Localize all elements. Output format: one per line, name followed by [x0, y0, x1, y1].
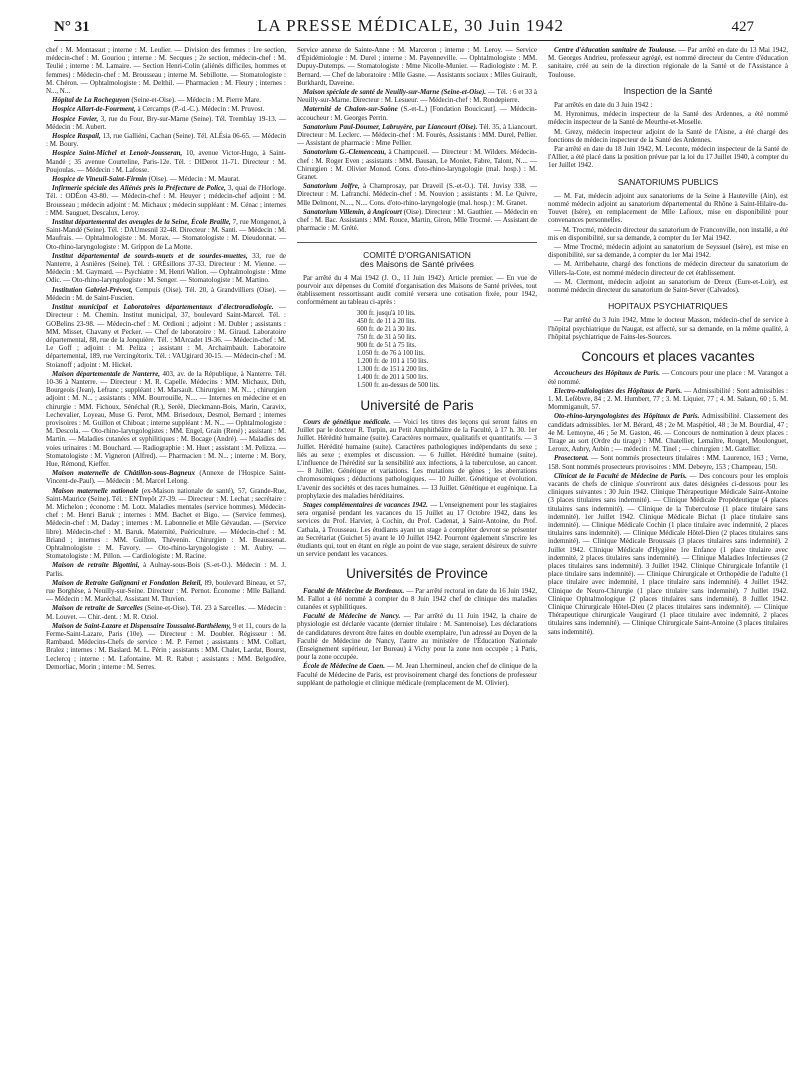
- paragraph: [297, 418, 537, 500]
- entry-heading: Institution Gabriel-Prévost,: [52, 285, 133, 294]
- paragraph-heading: Electro-radiologistes des Hôpitaux de Paris.: [554, 386, 683, 395]
- fee-row: 450 fr. de 11 à 20 lits.: [357, 317, 417, 325]
- entry-heading: Institut départemental des aveugles de la Seine, École Braille,: [52, 218, 231, 227]
- univ-province-heading: Universités de Province: [346, 566, 488, 582]
- paragraph: M. Grezy, médecin inspecteur adjoint de la Santé de l'Aisne, a été chargé des fonctions de médecin inspecteur de la Santé des Ardennes.: [548, 127, 788, 144]
- entry: [46, 303, 286, 369]
- entry-text: (Seine-et-Oise). Tél. 23 à Sarcelles. — Médecin : M. Louvet. — Chir.-dent. : M. R. Oziol.: [46, 604, 286, 621]
- comite-heading: [297, 251, 537, 267]
- entry-text: Cempuis (Oise). Tél. 20, à Grandvilliers (Oise). — Médecin : M. de Saint-Fuscien.: [46, 285, 286, 302]
- entry-heading: Infirmerie spéciale des Aliénés près la Préfecture de Police,: [52, 184, 226, 193]
- paragraph-text: — Sont nommés prosecteurs titulaires : MM. Laurence, 163 ; Verne, 158. Sont nommés prosecteurs provisoires : MM. Debeyre, 153 ; Champeau, 150.: [548, 454, 788, 471]
- entry-text: — Directeur : M. Chemin. Institut municipal, 37, boulevard Saint-Marcel. Tél. : GOBelins 23-98. — Médecin-chef : M. Ordioni ; adjoint : M. Dubler ; assistants : MM. Misset, Chavany et Pecker. — Chef de laboratoire : M. Giraud. Laboratoire départemental, 88, rue de la Jonquière. Tél. : MArcadet 19-36. — Médecin-chef : M. Le Goff ; adjoint : M. Peliza ; assistant : M. Archaimbault. Laboratoire départemental, 189, rue Vercingétorix. Tél. : VAUgirard 30-15. — Médecin-chef : M. Stoianoff ; adjoint : M. Hickel.: [46, 303, 286, 369]
- entry-heading: Hospice Allart-de-Fourment,: [52, 105, 136, 114]
- paragraph: — M. Clermont, médecin adjoint au sanatorium de Dreux (Eure-et-Loir), est nommé médecin directeur du sanatorium de Saint-Sever (Calvados).: [548, 277, 788, 295]
- entry-heading: Institut municipal et Laboratoires départementaux d'électroradiologie.: [52, 303, 274, 312]
- inspection-heading: Inspection de la Santé: [623, 85, 713, 96]
- entry-heading: Sanatorium Jolfre,: [303, 182, 360, 191]
- page-number: 427: [731, 19, 754, 35]
- comite-heading-line1: COMITÉ D'ORGANISATION: [363, 250, 471, 261]
- entry-heading: Maison maternelle de Châtillon-sous-Bagneux: [52, 469, 195, 478]
- hopitaux-heading: HOPITAUX PSYCHIATRIQUES: [608, 301, 728, 312]
- sanatoriums-heading: SANATORIUMS PUBLICS: [617, 176, 719, 187]
- entry-text: 13, rue Galliéni, Cachan (Seine). Tél. ALÉsia 06-65. — Médecin : M. Boury.: [46, 132, 286, 149]
- entry-text: (Annexe de l'Hospice Saint-Vincent-de-Paul). — Médecin : M. Marcel Lelong.: [46, 469, 286, 486]
- univ-paris-heading: Université de Paris: [360, 397, 474, 413]
- entry: [46, 184, 286, 217]
- paragraph-heading: Oto-rhino-laryngologistes des Hôpitaux de Paris.: [554, 412, 700, 421]
- paragraph-heading: Faculté de Médecine de Bordeaux.: [303, 586, 405, 595]
- entry-text: (S.-et-L.) [Fondation Boucicaut]. — Médecin-accoucheur : M. Georges Perrin.: [297, 105, 538, 122]
- entry-heading: Sanatorium G.-Clemenceau,: [303, 148, 387, 157]
- entry-text: 10, avenue Victor-Hugo, à Saint-Mandé ; 35 avenue Courteline, Paris-12e. Tél. : DIDerot 11-71. Directeur : M. Poujoulas. — Médecin : M. Lafosse.: [46, 149, 287, 174]
- issue-number: N° 31: [54, 19, 90, 35]
- entry-heading: Hôpital de La Rocheguyon: [52, 96, 130, 105]
- entry-text: (ex-Maison nationale de santé), 57, Grande-Rue, Saint-Maurice (Seine). Tél. : ENTrepôt 27-39. — Directeur : M. Lechat ; secrétaire : M. Michelon ; économe : M. Lotz. Maladies mentales (service hommes). Médecin-chef : M. Henri Baruk ; internes : MM. Bachet et Bigo. — (Service femmes). Médecin-chef : M. Daday ; internes : M. Labonnelie et Mlle Gévaudan. — (Service libre). Médecin-chef : M. Baruk. Maternité, Puériculture. — Médecin-chef : M. Briand ; internes : MM. Guillon, Thévenin. Chirurgien : M. Beaussenat. Ophtalmologiste : M. Favory. — Oto-rhino-laryngologiste : M. Aubry. — Stomatologiste : M. Pillon. — Cardiologiste : M. Racine.: [46, 486, 286, 561]
- column-left: [46, 46, 286, 672]
- entry: [46, 132, 286, 148]
- fee-row: 900 fr. de 51 à 75 lits.: [357, 341, 417, 349]
- inspection-section: [548, 101, 788, 170]
- concours-section: [548, 369, 788, 636]
- entry-heading: Sanatorium Villemin, à Angicourt: [303, 207, 402, 216]
- entry-text: 89, boulevard Bineau, et 57, rue Borghèse, à Neuilly-sur-Seine. Directeur : M. Pernot. Économe : Mlle Balland. — Médecin : M. Maréchal, Assistant M. Thuvien.: [46, 578, 286, 604]
- paragraph: — M. Fat, médecin adjoint aux sanatoriums de la Seine à Hauteville (Ain), est nommé médecin adjoint au sanatorium départemental du Rhône à Saint-Hilaire-du-Touvet (Isère), en remplacement de Mlle Lafioux, mise en disponibilité pour convenances personnelles.: [548, 191, 788, 225]
- paragraph-text: — L'enseignement pour les stagiaires sera organisé pendant les vacances du 15 Juillet au 17 Octobre 1942, dans les services du Prof. Harvier, à Cochin, du Prof. Cadenat, à Saint-Antoine, du Prof. Cathala, à Trousseau. Les étudiants ayant un stage à compléter devront se présenter au Secrétariat (Guichet 5) avant le 10 Juillet 1942. Pourront également s'inscrire les étudiants qui, tout en étant en règle au point de vue stage, seraient désireux de suivre un service pendant les vacances.: [297, 500, 537, 559]
- entry: [46, 487, 286, 561]
- comite-heading-line2: des Maisons de Santé privées: [360, 258, 474, 269]
- entry: [46, 252, 286, 285]
- entry-heading: Sanatorium Paul-Doumer, Labruyère, par Liancourt (Oise).: [303, 122, 478, 131]
- paragraph: [548, 472, 788, 636]
- paragraph-text: Admissibilité. Classement des candidats admissibles. 1er M. Bérard, 48 ; 2e M. Maspétiol, 48 ; 3e M. Bourdial, 47 ; 4e M. Lemoyne, 46 ; 5e M. Gaston, 46. — Concours de nomination à deux places : Tirage au sort (Ordre du tirage) : MM. Chatellier, Lemaître, Rouget, Moulonguet, Leroux, Aubry, Aubin ; — médecin : M. Tinel ; — chirurgien : M. Gatellier.: [548, 412, 788, 454]
- entry: [46, 469, 286, 485]
- entry-text: — Tél. : 6 et 33 à Neuilly-sur-Marne. Directeur : M. Lesueur. — Médecin-chef : M. Rondepierre.: [297, 88, 537, 105]
- univ-province-section: [297, 587, 537, 687]
- entry: [297, 123, 537, 148]
- entry: [46, 96, 286, 104]
- entry-text: 7, rue Mongenot, à Saint-Mandé (Seine). Tél. : DAUmesnil 32-48. Directeur : M. Santi. — Médecin : M. Maufrais. — Ophtalmologiste : M. Morax. — Stomatologiste : M. Dieudonnat. — Oto-rhino-laryngologiste : M. Grippon de La Motte.: [46, 218, 286, 251]
- entry-text: (Oise). — Médecin : M. Maurat.: [146, 175, 241, 184]
- column-right: [548, 46, 788, 637]
- fee-row: 300 fr. jusqu'à 10 lits.: [357, 309, 416, 317]
- entry-heading: Hospice Saint-Michel et Lenoir-Jousseran,: [52, 149, 183, 158]
- entry: [297, 105, 537, 121]
- univ-paris-section: [297, 418, 537, 558]
- page-header: [54, 16, 754, 41]
- paragraph: [297, 612, 537, 661]
- entry-text: 9 et 11, cours de la Ferme-Saint-Lazare, Paris (10e). — Directeur : M. Doubler. Régisseur : M. Rambaud. Médecins-Chefs de service : M. P. Fernet ; assistants : MM. Collart, Bralez ; internes : M. Baslard. M. L. Périn ; assistants : MM. Chalet, Lardat, Bourst, Leclercq ; interne : M. Lafontaine. M. R. Rabut ; assistants : MM. Belgodère, Demorliac, Morin ; interne : M. Serres.: [46, 621, 286, 671]
- paragraph: [297, 662, 537, 687]
- journal-title: LA PRESSE MÉDICALE, 30 Juin 1942: [257, 16, 564, 35]
- paragraph-heading: Accoucheurs des Hôpitaux de Paris.: [554, 369, 660, 378]
- entry-heading: Maison de retraite de Sarcelles: [52, 604, 143, 613]
- entry-text: Service annexe de Sainte-Anne : M. Marceron ; interne : M. Leroy. — Service d'Épidémiologie : M. Durel ; interne : M. Payenneville. — Ophtalmologiste : MM. Dupuy-Dutemps. — Stomatologiste : Mme Nicolle-Munier. — Radiologiste : M. P. Bernard. — Chef de laboratoire : Mlle Gasne. — Assistants sociaux : Mlles Guirault, Burkhardt, Daveine.: [297, 46, 537, 87]
- fee-row: 1.500 fr. au-dessus de 500 lits.: [357, 381, 440, 389]
- entry: [297, 182, 537, 207]
- paragraph: [548, 454, 788, 470]
- entry-heading: Maison de retraite Bigottini,: [52, 561, 140, 570]
- paragraph-text: — M. Jean Lhermineul, ancien chef de clinique de la Faculté de Médecine de Paris, est provisoirement chargé des fonctions de professeur suppléant de pathologie et clinique médicale (remplacement de M. Olivier).: [297, 662, 537, 687]
- entry: [46, 218, 286, 251]
- toulouse-heading: Centre d'éducation sanitaire de Toulouse.: [554, 46, 677, 54]
- entry-heading: Maison maternelle nationale: [52, 486, 139, 495]
- paragraph-heading: Cours de génétique médicale.: [303, 417, 391, 426]
- entry-heading: Maison de Saint-Lazare et Dispensaire Toussaint-Barthélemy,: [52, 621, 232, 630]
- entry-heading: Maison départementale de Nanterre,: [52, 369, 160, 378]
- paragraph: Par arrêtés en date du 3 Juin 1942 :: [554, 101, 653, 110]
- paragraph: M. Hyronimus, médecin inspecteur de la Santé des Ardennes, a été nommé médecin inspecteur de la Santé de Meurthe-et-Moselle.: [548, 110, 788, 127]
- toulouse-text: — Par arrêté en date du 13 Mai 1942, M. Georges Andrieu, professeur agrégé, est nommé directeur du Centre d'éducation sanitaire, créé au sein de la direction régionale de la Santé et de l'Assistance à Toulouse.: [548, 46, 788, 79]
- paragraph: [548, 369, 788, 385]
- paragraph-heading: École de Médecine de Caen.: [303, 662, 386, 671]
- entry-heading: Maternité de Chalon-sur-Saône: [303, 105, 398, 114]
- paragraph-text: — Admissibilité : Sont admissibles : 1. M. Lefèbvre, 84 ; 2. M. Humbert, 77 ; 3. M. Liquier, 77 ; 4. M. Salaun, 60 ; 5. M. Mommiganult, 57.: [548, 386, 788, 412]
- paragraph-text: — Par arrêté du 11 Juin 1942, la chaire de physiologie est déclarée vacante (dernier titulaire : M. Santenoise). Les déclarations de candidatures devront être faites en double exemplaire, l'un adressé au Doyen de la Faculté de Médecine de Nancy, l'autre au ministère de l'Éducation Nationale (Enseignement supérieur, 1er Bureau) à Vichy pour la zone non occupée ; à Paris, pour la zone occupée.: [297, 612, 537, 662]
- entry: [46, 115, 286, 131]
- entry: [297, 46, 537, 87]
- entry: [46, 175, 286, 183]
- paragraph-heading: Prosectorat.: [554, 454, 589, 463]
- entry: [46, 370, 286, 468]
- entry-text: à Champrosay, par Draveil (S.-et-O.). Tél. Juvisy 338. — Directeur : M. Lafranchi. Médecin-chef : M. Nouvion ; assistants : M. Le Quivre, Mlle Delmont, N...., N.... Cons. d'oto-rhino-laryngologie (mal. hosp.) : M. Granet.: [297, 182, 537, 207]
- fee-table: [357, 310, 537, 390]
- entry: [46, 105, 286, 113]
- paragraph: [297, 501, 537, 558]
- toulouse-notice: [548, 46, 788, 79]
- paragraph-heading: Stages complémentaires de vacances 1942.: [303, 500, 428, 509]
- entry-heading: Hospice de Vineuil-Saint-Firmin: [52, 175, 147, 184]
- entry: [297, 208, 537, 233]
- entry: [46, 286, 286, 302]
- entry: [46, 149, 286, 174]
- entry-heading: Maison spéciale de santé de Neuilly-sur-Marne (Seine-et-Oise).: [303, 88, 487, 97]
- paragraph: — Mme Trocmé, médecin adjoint au sanatorium de Seyssuel (Isère), est mise en disponibilité, sur sa demande, à compter du 1er Mai 1942.: [548, 243, 788, 260]
- entry-text: à Aulnay-sous-Bois (S.-et-O.). Médecin : M. J. Parlis.: [46, 561, 286, 578]
- entry-text: (Seine-et-Oise). — Médecin : M. Pierre Mare.: [129, 96, 261, 105]
- paragraph: [548, 387, 788, 412]
- fee-row: 1.050 fr. de 76 à 100 lits.: [357, 349, 425, 357]
- entry: [46, 46, 286, 95]
- paragraph-text: — Des concours pour les emplois vacants de chefs de clinique s'ouvriront aux dates désignées ci-dessous pour les cliniques suivantes : 30 Juin 1942. Clinique Thérapeutique Médicale Saint-Antoine (3 places titulaires sans indemnité). — Clinique Médicale Propédeutique (4 places titulaires sans indemnité). — Clinique de la Tuberculose (1 place titulaire sans indemnité). 1er Juillet 1942. Clinique Médicale Bichat (1 place titulaire sans indemnité). — Clinique Médicale Cochin (1 place titulaire avec indemnité, 2 places titulaires sans indemnité). — Clinique Médicale Hôtel-Dieu (2 places titulaires sans indemnité). — Clinique Médicale Broussais (3 places titulaires sans indemnité). 2 Juillet 1942. Clinique Médicale d'Hygiène 1re Enfance (1 place titulaire avec indemnité, 2 places titulaires sans indemnité). — Clinique Maladies Infectieuses (2 places titulaires sans indemnité). 3 Juillet 1942. Clinique Chirurgicale Infantile (1 place titulaire sans indemnité). — Clinique Chirurgicale et Orthopédie de l'adulte (1 place titulaire avec indemnité, 1 place titulaire sans indemnité). 4 Juillet 1942. Clinique de Neuro-Chirurgie (1 place titulaire sans indemnité). 7 Juillet 1942. Clinique Ophtalmologique (2 places titulaires sans indemnité). 8 Juillet 1942. Clinique Chirurgicale Hôtel-Dieu (2 places titulaires sans indemnité). — Clinique Thérapeutique chirurgicale Vaugirard (1 place titulaire avec indemnité, 2 places titulaires sans indemnité). — Clinique Chirurgicale Saint-Antoine (3 places titulaires sans indemnité).: [548, 471, 788, 636]
- section-rule: [297, 242, 537, 243]
- column-middle: [297, 46, 537, 688]
- entry-text: Tél. 35, à Liancourt. Directeur : M. Leclerc. — Médecin-chef : M. Fourès, Assistants : MM. Durel, Pellier. — Assistant de pharmacie : Mme Pellier.: [297, 122, 537, 148]
- fee-row: 600 fr. de 21 à 30 lits.: [357, 325, 417, 333]
- paragraph: — M. Arribehaute, chargé des fonctions de médecin directeur du sanatorium de Villers-la-Cote, est nommé médecin directeur de cet établissement.: [548, 260, 788, 277]
- entry-text: 3, quai de l'Horloge. Tél. : ODÉon 43-80. — Médecin-chef : M. Heuyer ; médecin-chef adjoint : M. Brousseau ; médecin adjoint : M. Michaux ; médecin suppléant : M. Cénac ; internes : MM. Sauguet, Descalux, Leroy.: [46, 184, 286, 217]
- paragraph: Par arrêté en date du 18 Juin 1942, M. Leconte, médecin inspecteur de la Santé de l'Allier, a été placé dans la position prévue par la loi du 17 Juillet 1940, à compter du 1er Juillet 1942.: [548, 145, 788, 170]
- fee-row: 1.400 fr. de 201 à 500 lits.: [357, 373, 429, 381]
- entry-text: chef : M. Montassut ; interne : M. Leulier. — Division des femmes : 1re section, médecin-chef : M. Gouriou ; interne : M. Secques ; 2e section, médecin-chef : M. Teulié ; interne : M. Lamaire. — Section Henri-Colin (aliénés difficiles, hommes et femmes) : Médecin-chef : M. Brousseau ; interne M. Sebillotte. — Stomatologiste : M. Chéron. — Ophtalmologiste : M. Delthil. — Pharmacien : M. Fleury ; internes : N..., N...: [46, 46, 286, 96]
- entry-heading: Institut départemental de sourds-muets et de sourdes-muettes,: [52, 251, 248, 260]
- entry: [46, 561, 286, 577]
- entry: [297, 88, 537, 104]
- paragraph: — M. Trocmé, médecin directeur du sanatorium de Franconville, non installé, a été mis en disponibilité, sur sa demande, à compter du 1er Mai 1942.: [548, 225, 788, 242]
- fee-row: 1.200 fr. de 101 à 150 lits.: [357, 357, 429, 365]
- paragraph: — Par arrêté du 3 Juin 1942, Mme le docteur Masson, médecin-chef de service à l'hôpital psychiatrique du Naugat, est affecté, sur sa demande, en la même qualité, à l'hôpital psychiatrique de Fains-les-Sources.: [548, 316, 788, 341]
- paragraph-text: — Concours pour une place : M. Varangot a été nommé.: [548, 369, 789, 386]
- entry: [46, 604, 286, 620]
- paragraph: [548, 412, 788, 453]
- entry-heading: Hospice Raspail,: [52, 132, 101, 141]
- entry: [297, 148, 537, 181]
- entry-text: à Champcueil. — Directeur : M. Wilders. Médecin-chef : M. Roger Even ; assistants : MM. Bausan, Le Moniet, Fabre, Talont, N.... — Chirurgien : M. Olivier Monod. Cons. d'oto-rhino-laryngologie (mal. hosp.) : M. Granet.: [297, 148, 537, 182]
- paragraph-text: — Par arrêté rectoral en date du 16 Juin 1942, M. Fallot a été nommé à compter du 8 Juin 1942 chef de clinique des maladies cutanées et syphilitiques.: [297, 586, 537, 611]
- entry-text: 403, av. de la République, à Nanterre. Tél. 10-36 à Nanterre. — Directeur : M. R. Capelle. Médecins : MM. Michaux, Dith, Bourgeois (Jean), Lefranc ; suppléant : M. Marsault. Chirurgien : M. N... ; chirurgien adjoint : M. N... ; assistants : MM. Bourrouille, N.... — Internes en médecine et en chirurgie : MM. Fichoux, Sénéchal (R.), Seréè, Dieckmann-Bois, Marin, Caravix, Lechevalier, Loyeau, Muse G. Perot, MM. Brisedoux, Desmol, Bernard ; internes provisoires : M. Guillon et Chiboat ; interne suppléant : M. N... — Ophtalmologiste : M. Descola. — Oto-rhino-laryngologistes : MM. Engel, Grain (René) ; assistant : M. Martin. — Maladies cutanées et syphilitiques : M. Bocage (André). — Maladies des voies urinaires : M. Bouchard. — Radiographie : M. Huet ; assistant : M. Pelizza. — Stomatologiste : M. Vigneron (Alfred). — Pharmacien : M. N... ; interne : M. Bory, Hue, Rémond, Kieffer.: [46, 369, 286, 468]
- paragraph: [297, 587, 537, 612]
- entry: [46, 622, 286, 671]
- comite-intro: Par arrêté du 4 Mai 1942 (J. O., 11 Juin 1942). Article premier. — En vue de pourvoir aux dépenses du Comité d'organisation des Maisons de Santé privées, tout établissement ressortissant audit comité versera une cotisation fixée, pour 1942, conformément au tableau ci-après :: [297, 273, 537, 307]
- entry-heading: Maison de Retraite Galignani et Fondation Belœil,: [52, 578, 203, 587]
- fee-row: 1.300 fr. de 151 à 200 lits.: [357, 365, 429, 373]
- fee-row: 750 fr. de 31 à 50 lits.: [357, 333, 417, 341]
- entry-text: à Cercamps (P.-d.-C.). Médecin : M. Pruvost.: [135, 105, 265, 114]
- sanatoriums-section: [548, 192, 788, 294]
- concours-heading: Concours et places vacantes: [581, 349, 755, 365]
- paragraph-heading: Faculté de Médecine de Nancy.: [303, 612, 401, 621]
- hospital-list-continued: [297, 46, 537, 232]
- paragraph-heading: Clinicat de la Faculté de Médecine de Paris.: [554, 471, 687, 480]
- entry-text: (Oise). Directeur : M. Gauthier. — Médecin en chef : M. Bac. Assistants : MM. Rouce, Martin, Giron, Mlle Trocmé. — Assistant de pharmacie : M. Grété.: [297, 207, 537, 233]
- entry-text: 3, rue du Four, Bry-sur-Marne (Seine). Tél. Tremblay 19-13. — Médecin : M. Aubert.: [46, 114, 286, 131]
- hopitaux-section: [548, 316, 788, 341]
- entry-text: 33, rue de Nanterre, à Asnières (Seine). Tél. : GRÉsillons 37-33. Directeur : M. Vienne. — Médecin : M. Gaymard. — Psychiatre : M. Henri Wallon. — Ophtalmologiste : Mme Odic. — Oto-rhino-laryngologiste : M. Senger. — Stomatologiste : M. Martino.: [46, 251, 286, 285]
- entry: [46, 579, 286, 604]
- paragraph-text: — Voici les titres des leçons qui seront faites en Juillet par le docteur R. Turpin, au Petit Amphithéâtre de la Faculté, à 17 h. 30. 1er Juillet. Hérédité humaine (suite). Caractères normaux, qualitatifs et quantitatifs. — 3 Juillet. Hérédité humaine (suite). Caractères pathologiques indépendants du sexe ; liés au sexe ; exemples et discussion. — 6 Juillet. Hérédité humaine (suite). L'influence de l'hérédité sur la sensibilité aux infections, à la tuberculose, au cancer. — 8 Juillet. Génétique et variations. Les mutations de gènes ; les aberrations chromosomiques ; déductions pathologiques. — 10 Juillet. Génétique et évolution. L'avenir des sociétés et des races humaines. — 13 Juillet. Génétique et eugénique. La prophylaxie des maladies héréditaires.: [297, 417, 537, 500]
- entry-heading: Hospice Favier,: [52, 114, 99, 123]
